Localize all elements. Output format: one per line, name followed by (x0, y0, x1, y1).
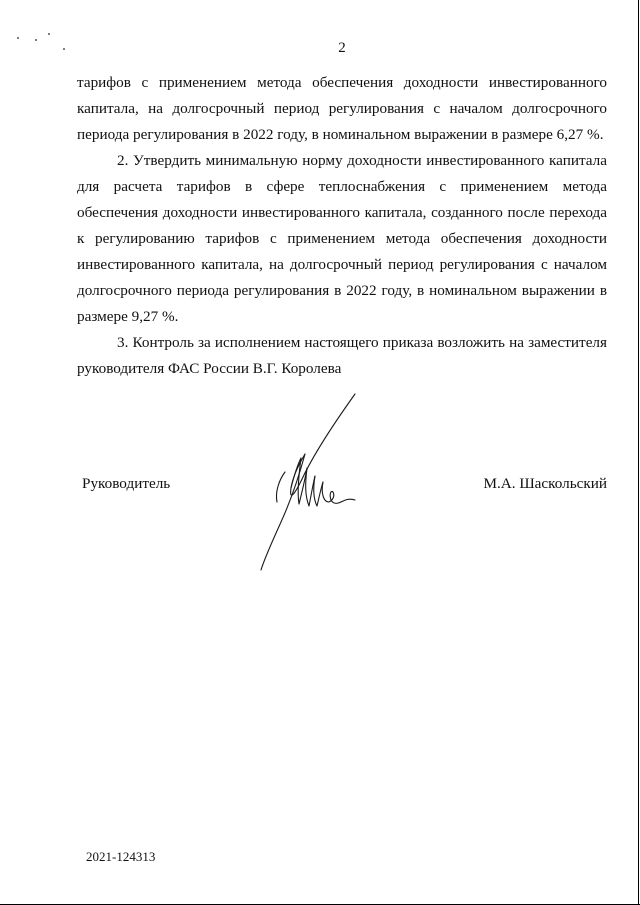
page-number: 2 (338, 40, 346, 56)
signatory-title: Руководитель (82, 475, 171, 492)
paragraph-continuation: тарифов с применением метода обеспечения доходности инвестированного капитала, на долгосрочный период регулирования с началом долгосрочного периода регулирования в 2022 году, в номинальном выражении в размере 6,27 %. (77, 74, 607, 143)
document-registration-number: 2021-124313 (86, 849, 156, 864)
signatory-name: М.А. Шаскольский (483, 475, 607, 492)
document-body (77, 70, 607, 382)
scan-speck (48, 33, 50, 35)
scan-speck (17, 37, 19, 39)
paragraph-item-3: 3. Контроль за исполнением настоящего приказа возложить на заместителя руководителя ФАС России В.Г. Королева (77, 334, 607, 377)
scan-edge-right (638, 0, 639, 905)
handwritten-signature (255, 392, 375, 572)
paragraph-item-2: 2. Утвердить минимальную норму доходности инвестированного капитала для расчета тарифов в сфере теплоснабжения с применением метода обеспечения доходности инвестированного капитала, созданного после перехода к регулированию тарифов с применением метода обеспечения доходности инвестированного капитала, на долгосрочный период регулирования с началом долгосрочного периода регулирования в 2022 году, в номинальном выражении в размере 9,27 %. (77, 152, 607, 325)
